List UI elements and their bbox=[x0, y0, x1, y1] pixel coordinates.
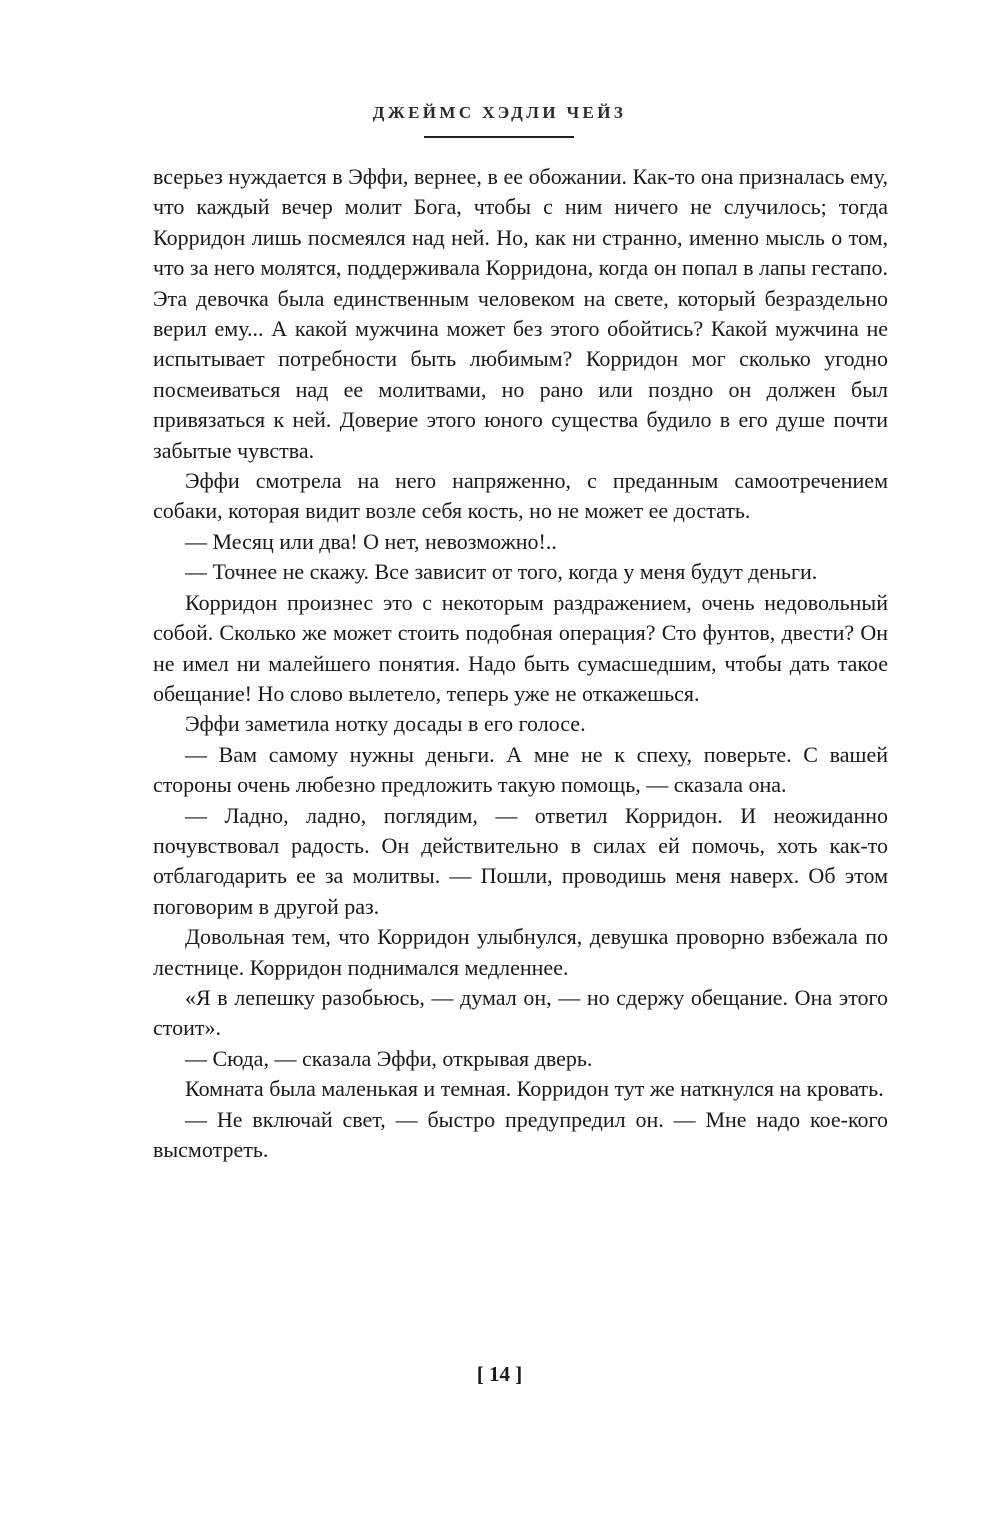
dialogue-line: — Сюда, — сказала Эффи, открывая дверь. bbox=[185, 1045, 593, 1071]
dialogue-line: — Вам самому нужны деньги. А мне не к спеху, поверьте. С вашей стороны очень любезно предложить такую помощь, — сказала она. bbox=[153, 741, 888, 798]
dialogue-line: — Не включай свет, — быстро предупредил он. — Мне надо кое-кого высмотреть. bbox=[153, 1106, 888, 1162]
dialogue-line: — Месяц или два! О нет, невозможно!.. bbox=[185, 528, 557, 554]
page-number: [ 14 ] bbox=[476, 1362, 523, 1386]
dialogue-line: — Ладно, ладно, поглядим, — ответил Корридон. И неожиданно почувствовал радость. Он действительно в силах ей помочь, хоть как-то отблагодарить ее за молитвы. — Пошли, проводишь меня наверх. Об этом поговорим в другой раз. bbox=[153, 802, 888, 919]
paragraph: Корридон произнес это с некоторым раздражением, очень недовольный собой. Сколько же может стоить подобная операция? Сто фунтов, двести? Он не имел ни малейшего понятия. Надо быть сумасшедшим, чтобы дать такое обещание! Но слово вылетело, теперь уже не откажешься. bbox=[153, 589, 888, 706]
header-rule bbox=[424, 136, 574, 138]
paragraph: Эффи смотрела на него напряженно, с преданным самоотречением собаки, которая видит возле себя кость, но не может ее достать. bbox=[153, 468, 888, 524]
dialogue-line: — Точнее не скажу. Все зависит от того, когда у меня будут деньги. bbox=[185, 559, 818, 585]
paragraph: всерьез нуждается в Эффи, вернее, в ее обожании. Как-то она призналась ему, что каждый вечер молит Бога, чтобы с ним ничего не случилось; тогда Корридон лишь посмеялся над ней. Но, как ни странно, именно мысль о том, что за него молятся, поддерживала Корридона, когда он попал в лапы гестапо. Эта девочка была единственным человеком на свете, который безраздельно верил ему... А какой мужчина может без этого обойтись? Какой мужчина не испытывает потребности быть любимым? Корридон мог сколько угодно посмеиваться над ее молитвами, но рано или поздно он должен был привязаться к ней. Доверие этого юного существа будило в его душе почти забытые чувства. bbox=[153, 164, 888, 463]
body-text bbox=[153, 162, 888, 1165]
running-title: ДЖЕЙМС ХЭДЛИ ЧЕЙЗ bbox=[372, 103, 627, 122]
paragraph: Комната была маленькая и темная. Корридон тут же наткнулся на кровать. bbox=[185, 1076, 884, 1102]
paragraph: Эффи заметила нотку досады в его голосе. bbox=[185, 711, 586, 737]
paragraph: «Я в лепешку разобьюсь, — думал он, — но сдержу обещание. Она этого стоит». bbox=[153, 984, 888, 1041]
paragraph: Довольная тем, что Корридон улыбнулся, девушка проворно взбежала по лестнице. Корридон поднимался медленнее. bbox=[153, 924, 888, 980]
